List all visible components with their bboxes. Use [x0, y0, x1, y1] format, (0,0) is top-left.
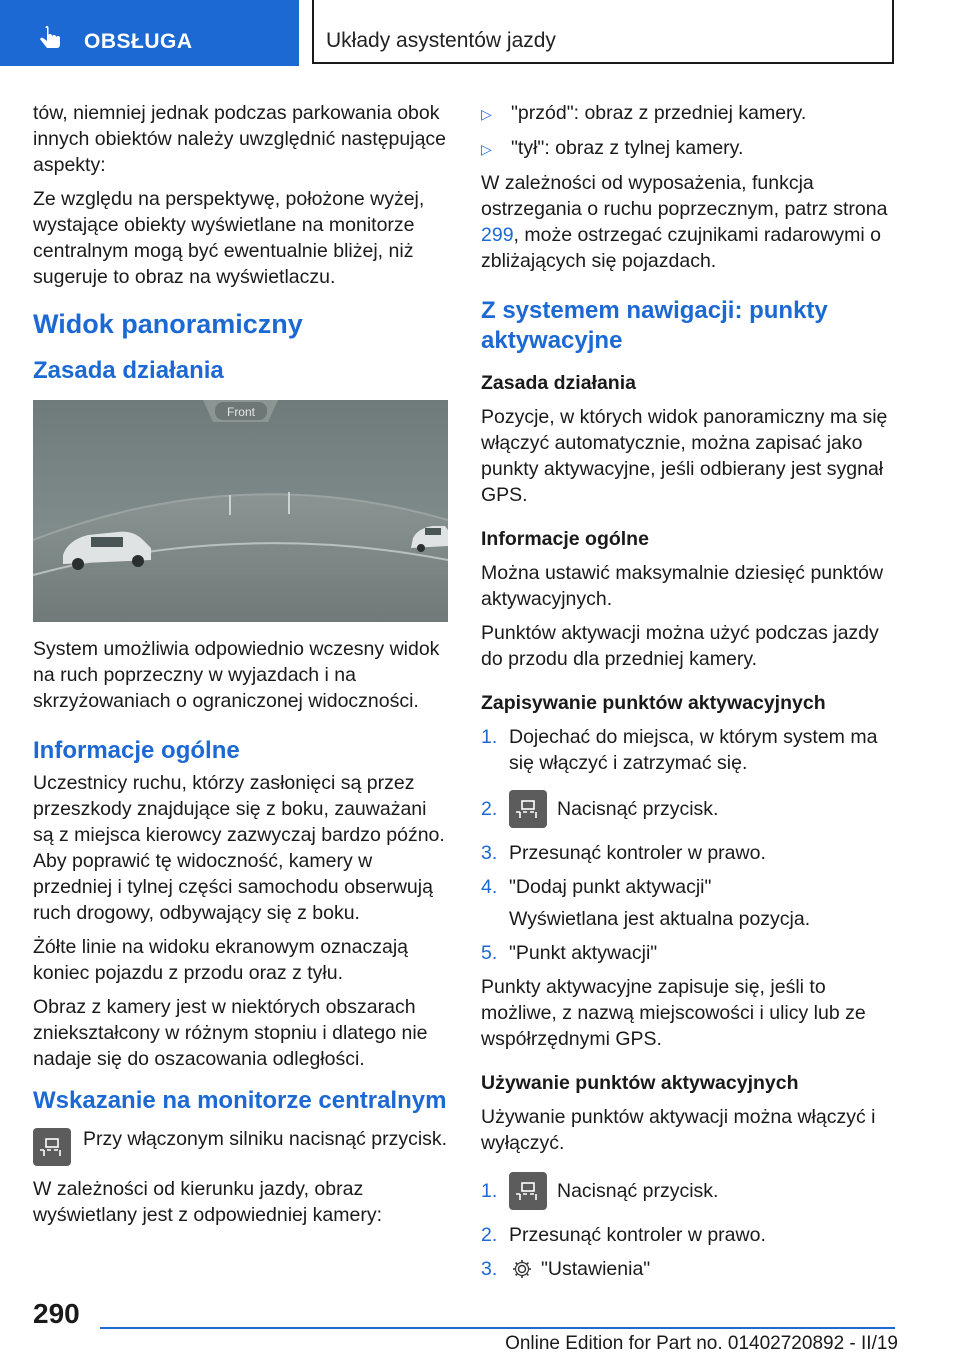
heading-principle: Zasada działania	[481, 372, 636, 394]
heading-panoramic-view: Widok panoramiczny	[33, 309, 303, 339]
heading-general-info: Informacje ogólne	[33, 737, 240, 764]
camera-view-button-icon[interactable]	[509, 1172, 547, 1210]
section-label: OBSŁUGA	[84, 30, 193, 53]
list-item	[481, 1256, 896, 1282]
front-camera-label: Front	[226, 405, 256, 419]
chapter-header	[312, 0, 894, 64]
touch-hand-icon	[36, 24, 66, 54]
triangle-bullet-icon: ▷	[481, 141, 492, 157]
step-number: 5.	[481, 942, 498, 964]
display-button-text: Przy włączonym silniku nacisnąć przycisk.	[83, 1128, 448, 1150]
heading-central-display: Wskazanie na monitorze centralnym	[33, 1087, 447, 1114]
paragraph: Używanie punktów aktywacji można włączyć i wyłączyć.	[481, 1106, 876, 1154]
bullet-text: "tył": obraz z tylnej kamery.	[511, 137, 744, 159]
paragraph: Pozycje, w których widok panoramiczny ma się włączyć automatycznie, można zapisać jako punkty aktywacyjne, jeśli odbierany jest sygnał GPS.	[481, 406, 888, 506]
list-item	[481, 940, 896, 966]
step-number: 3.	[481, 842, 498, 864]
paragraph: Ze względu na perspektywę, położone wyżej, wystające obiekty wyświetlane na monitorze centralnym mogą być ewentualnie bliżej, niż sugeruje to obraz na wyświetlaczu.	[33, 188, 425, 288]
list-item	[481, 790, 896, 828]
list-item	[481, 1172, 896, 1210]
step-number: 2.	[481, 798, 498, 820]
edition-note: Online Edition for Part no. 01402720892 - II/19	[505, 1333, 898, 1354]
step-number: 4.	[481, 876, 498, 898]
step-text: Nacisnąć przycisk.	[557, 798, 719, 820]
paragraph: W zależności od kierunku jazdy, obraz wyświetlany jest z odpowiedniej kamery:	[33, 1178, 382, 1226]
paragraph: Punktów aktywacji można użyć podczas jazdy do przodu dla przedniej kamery.	[481, 622, 879, 670]
step-number: 2.	[481, 1224, 498, 1246]
paragraph-text: , może ostrzegać czujnikami radarowymi o zbliżających się pojazdach.	[481, 224, 881, 272]
paragraph: Żółte linie na widoku ekranowym oznaczają koniec pojazdu z przodu oraz z tyłu.	[33, 936, 409, 984]
paragraph: Obraz z kamery jest w niektórych obszarach zniekształcony w różnym stopniu i dlatego nie nadaje się do oszacowania odległości.	[33, 996, 428, 1070]
paragraph: System umożliwia odpowiednio wczesny widok na ruch poprzeczny w wyjazdach i na skrzyżowaniach o ograniczonej widoczności.	[33, 638, 440, 712]
heading-navigation-points: Z systemem nawigacji: punkty aktywacyjne	[481, 297, 828, 354]
paragraph: Punkty aktywacyjne zapisuje się, jeśli to możliwe, z nazwą miejscowości i ulicy lub ze współrzędnymi GPS.	[481, 976, 866, 1050]
step-subtext: Wyświetlana jest aktualna pozycja.	[509, 908, 811, 930]
step-text: Nacisnąć przycisk.	[557, 1180, 719, 1202]
bullet-text: "przód": obraz z przedniej kamery.	[511, 102, 807, 124]
triangle-bullet-icon: ▷	[481, 106, 492, 122]
list-item	[481, 724, 896, 776]
paragraph-text: W zależności od wyposażenia, funkcja ostrzegania o ruchu poprzecznym, patrz strona	[481, 172, 888, 220]
step-number: 1.	[481, 1180, 498, 1202]
panoramic-camera-image	[33, 400, 448, 622]
camera-view-button-icon[interactable]	[509, 790, 547, 828]
heading-principle: Zasada działania	[33, 357, 224, 384]
list-item	[481, 135, 896, 162]
section-tab[interactable]	[0, 0, 299, 66]
paragraph	[481, 170, 896, 274]
step-text: Przesunąć kontroler w prawo.	[509, 842, 766, 864]
left-column	[33, 100, 448, 1236]
step-text: "Punkt aktywacji"	[509, 942, 658, 964]
page-number: 290	[33, 1298, 80, 1329]
step-text: "Ustawienia"	[541, 1258, 651, 1280]
camera-view-button-icon[interactable]	[33, 1128, 71, 1166]
list-item	[481, 100, 896, 127]
heading-use-points: Używanie punktów aktywacyjnych	[481, 1072, 799, 1094]
paragraph: Uczestnicy ruchu, którzy zasłonięci są przez przeszkody znajdujące się z boku, zauważani są z miejsca kierowcy zazwyczaj bardzo późno. Aby poprawić tę widoczność, kamery w przedniej i tylnej części samochodu obserwują ruch drogowy, odbywający się z boku.	[33, 772, 445, 924]
step-number: 3.	[481, 1258, 498, 1280]
chapter-title: Układy asystentów jazdy	[326, 29, 556, 52]
list-item	[481, 874, 896, 932]
page-reference-link[interactable]: 299	[481, 224, 514, 246]
list-item	[481, 840, 896, 866]
right-column	[481, 100, 896, 1290]
step-text: Dojechać do miejsca, w którym system ma się włączyć i zatrzymać się.	[509, 726, 878, 774]
display-button-instruction	[33, 1126, 448, 1166]
heading-save-points: Zapisywanie punktów aktywacyjnych	[481, 692, 826, 714]
step-text: Przesunąć kontroler w prawo.	[509, 1224, 766, 1246]
footer-divider	[100, 1327, 895, 1329]
settings-gear-icon[interactable]	[509, 1256, 535, 1282]
list-item	[481, 1222, 896, 1248]
paragraph: Można ustawić maksymalnie dziesięć punktów aktywacyjnych.	[481, 562, 884, 610]
paragraph: tów, niemniej jednak podczas parkowania obok innych obiektów należy uwzględnić następujące aspekty:	[33, 102, 447, 176]
step-text: "Dodaj punkt aktywacji"	[509, 876, 712, 898]
heading-general-info: Informacje ogólne	[481, 528, 649, 550]
step-number: 1.	[481, 726, 498, 748]
